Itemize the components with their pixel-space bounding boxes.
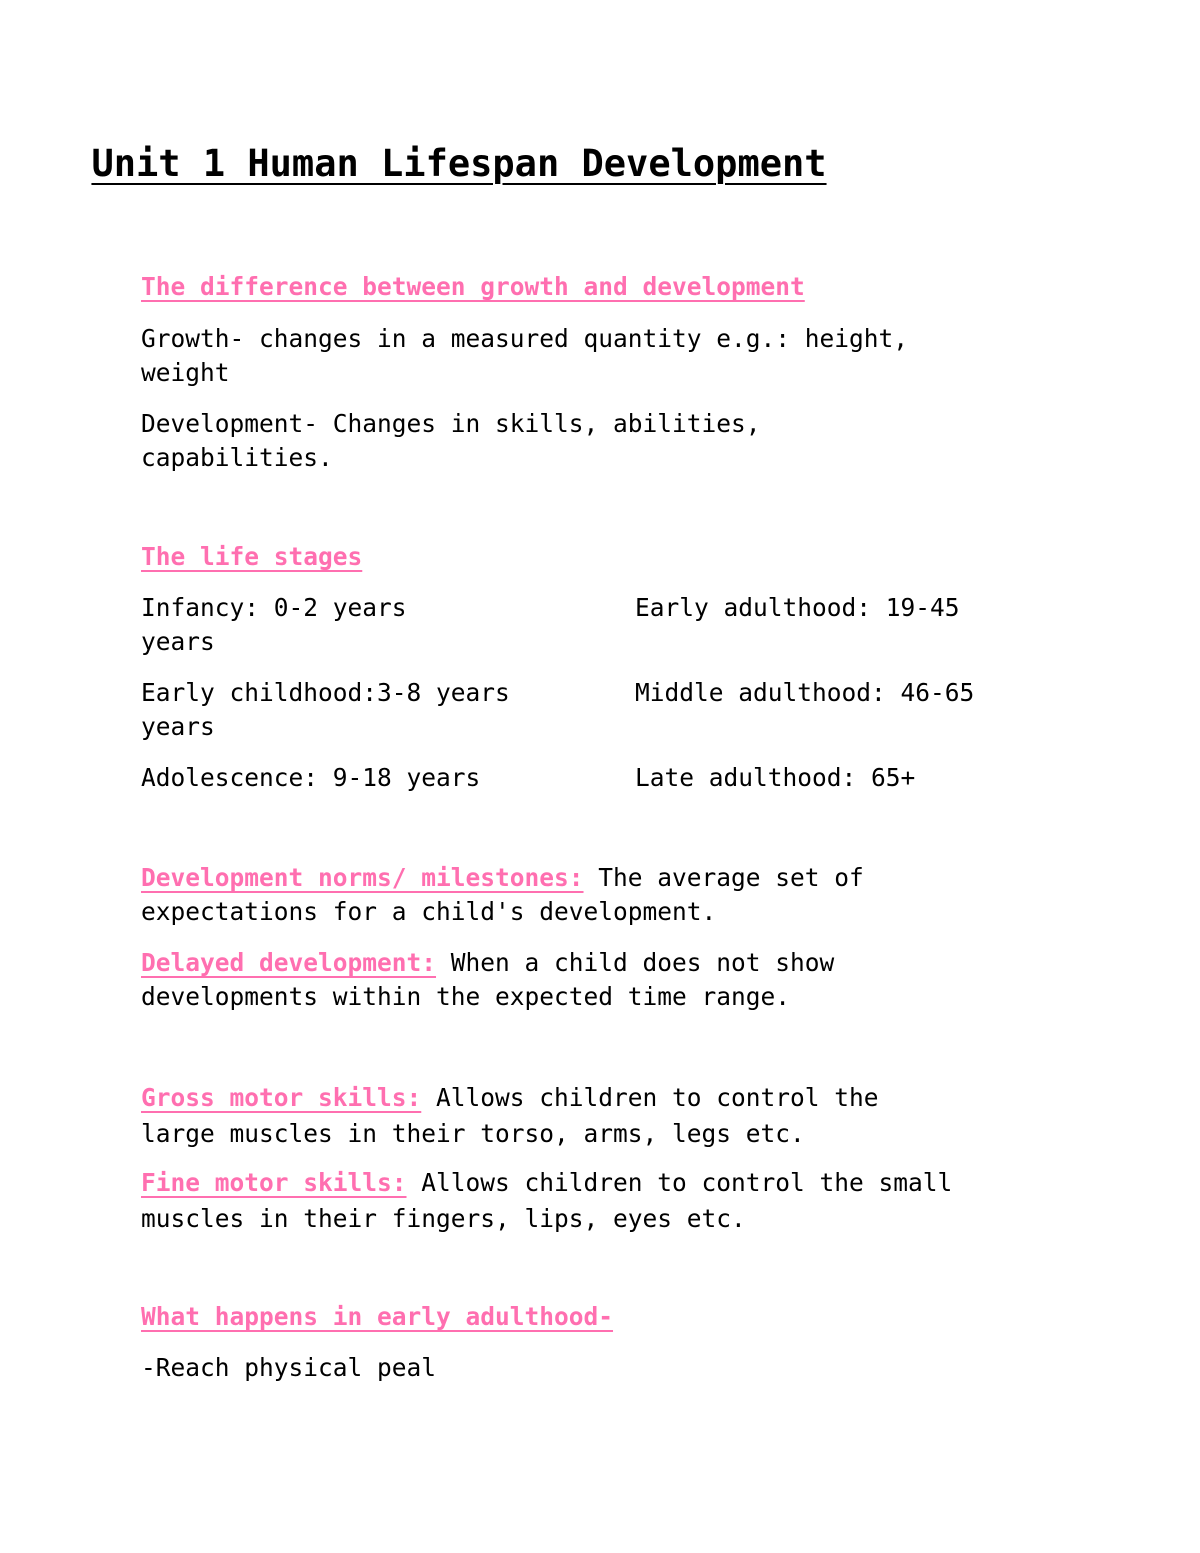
definition-fine-motor-skills — [141, 1165, 1071, 1237]
development-line-1: Development- Changes in skills, abilities, — [141, 409, 761, 438]
life-stage-early-childhood: Early childhood:3-8 years — [141, 678, 510, 707]
life-stage-wrap-text: years — [141, 712, 215, 741]
development-definition — [141, 407, 1071, 475]
section-heading-growth-development: The difference between growth and development — [141, 272, 805, 301]
life-stage-early-adulthood: Early adulthood: 19-45 — [635, 593, 960, 622]
definition-text: Allows children to control the — [421, 1083, 879, 1112]
life-stage-row — [141, 591, 1071, 659]
growth-line-1: Growth- changes in a measured quantity e.g.: height, — [141, 324, 909, 353]
definition-gross-motor-skills — [141, 1080, 1071, 1152]
definition-development-norms — [141, 861, 1071, 929]
definition-text: The average set of — [583, 863, 864, 892]
term-label: Gross motor skills: — [141, 1083, 422, 1112]
term-label: Fine motor skills: — [141, 1168, 407, 1197]
life-stage-middle-adulthood: Middle adulthood: 46-65 — [635, 678, 975, 707]
life-stage-row — [141, 761, 1071, 795]
definition-text: large muscles in their torso, arms, legs etc. — [141, 1119, 805, 1148]
life-stage-late-adulthood: Late adulthood: 65+ — [635, 763, 916, 792]
life-stage-adolescence: Adolescence: 9-18 years — [141, 763, 481, 792]
document-title: Unit 1 Human Lifespan Development — [91, 142, 827, 185]
life-stage-row — [141, 676, 1071, 744]
life-stage-wrap-text: years — [141, 627, 215, 656]
growth-definition — [141, 322, 1071, 390]
development-line-2: capabilities. — [141, 443, 333, 472]
list-item: -Reach physical peal — [141, 1353, 437, 1382]
definition-text: developments within the expected time range. — [141, 982, 791, 1011]
term-label: Delayed development: — [141, 948, 437, 977]
definition-text: expectations for a child's development. — [141, 897, 717, 926]
definition-text: Allows children to control the small — [406, 1168, 953, 1197]
term-label: Development norms/ milestones: — [141, 863, 584, 892]
definition-delayed-development — [141, 946, 1071, 1014]
growth-line-2: weight — [141, 358, 230, 387]
definition-text: When a child does not show — [436, 948, 835, 977]
section-heading-life-stages: The life stages — [141, 542, 363, 571]
definition-text: muscles in their fingers, lips, eyes etc. — [141, 1204, 746, 1233]
section-heading-early-adulthood: What happens in early adulthood- — [141, 1302, 614, 1331]
life-stage-infancy: Infancy: 0-2 years — [141, 593, 407, 622]
